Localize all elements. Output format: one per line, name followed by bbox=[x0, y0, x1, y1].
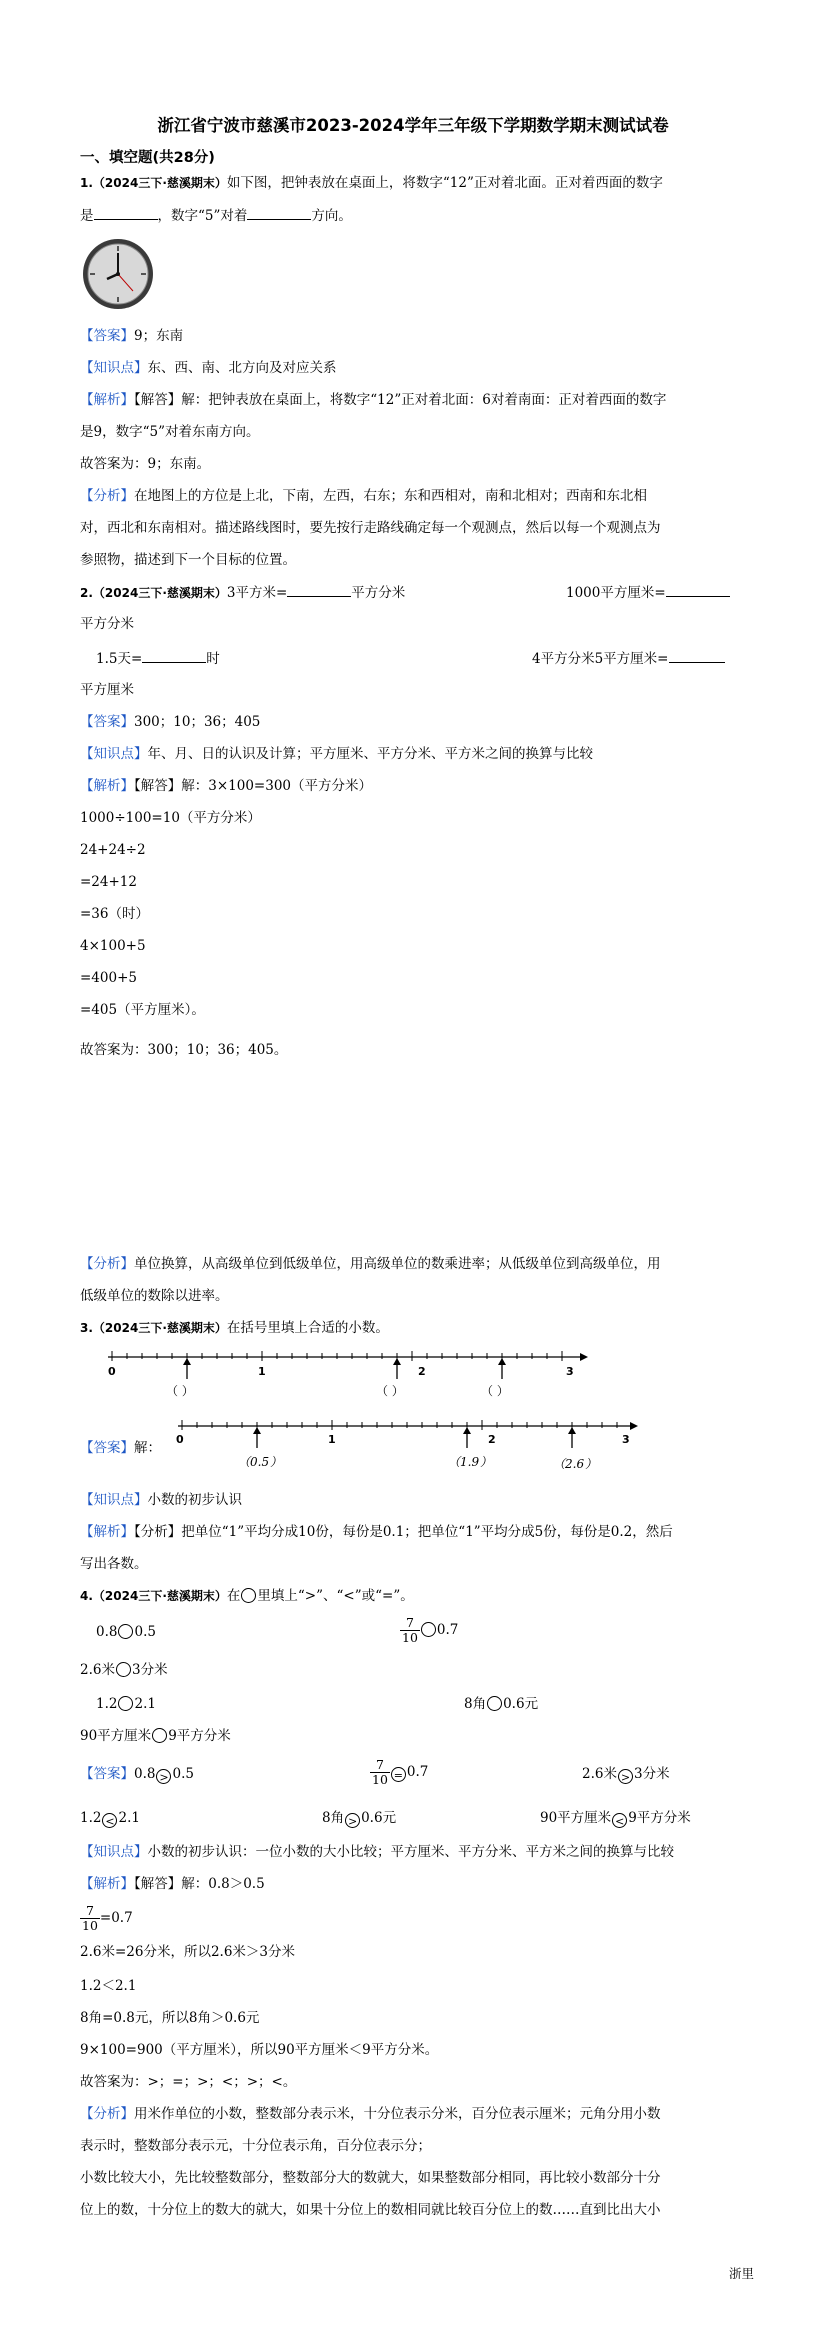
compare-circle[interactable] bbox=[152, 1728, 167, 1743]
q2-analysis: 【解析】【解答】解：3×100=300（平方分米） bbox=[80, 778, 372, 794]
compare-circle[interactable] bbox=[421, 1622, 436, 1637]
compare-circle[interactable] bbox=[241, 1588, 256, 1603]
text-line: 表示时，整数部分表示元，十分位表示角，百分位表示分； bbox=[80, 2138, 431, 2154]
compare-circle[interactable] bbox=[118, 1696, 133, 1711]
q2-knowledge: 【知识点】年、月、日的认识及计算；平方厘米、平方分米、平方米之间的换算与比较 bbox=[80, 746, 593, 762]
text-line: 位上的数，十分位上的数大的就大，如果十分位上的数相同就比较百分位上的数……直到比出大小 bbox=[80, 2202, 661, 2218]
q4-item-5: 8角 0.6元 bbox=[464, 1696, 539, 1712]
q4-step-2: $\frac{7}{10}$ =0.7 bbox=[82, 1903, 133, 1933]
q3-answer: 【答案】解： bbox=[80, 1440, 161, 1456]
answer-paren: （ ） bbox=[376, 1384, 404, 1398]
text-line: 1000÷100=10（平方分米） bbox=[80, 810, 261, 826]
tick-label: 2 bbox=[418, 1365, 426, 1378]
q2-line1: 2.（2024三下·慈溪期末）3平方米= 平方分米 bbox=[80, 582, 405, 603]
tick-label: 0 bbox=[108, 1365, 116, 1378]
q4-item-6: 90平方厘米 9平方分米 bbox=[80, 1728, 231, 1744]
svg-text:）: ） bbox=[270, 1455, 283, 1469]
tick-label: 3 bbox=[566, 1365, 574, 1378]
q4-answer-6: 90平方厘米 < 9平方分米 bbox=[540, 1810, 691, 1828]
tick-label: 2 bbox=[488, 1433, 496, 1446]
q3-line1: 3.（2024三下·慈溪期末）在括号里填上合适的小数。 bbox=[80, 1320, 389, 1336]
svg-text:（: （ bbox=[553, 1457, 566, 1471]
answer-sign: = bbox=[391, 1767, 406, 1782]
number-line-question bbox=[80, 1345, 600, 1407]
fraction: $\frac{7}{10}$ bbox=[402, 1615, 418, 1645]
compare-circle[interactable] bbox=[487, 1696, 502, 1711]
q4-answer-4: 1.2 < 2.1 bbox=[80, 1810, 140, 1828]
answer-value: 1.9 bbox=[460, 1455, 480, 1469]
q4-knowledge: 【知识点】小数的初步认识：一位小数的大小比较；平方厘米、平方分米、平方米之间的换算与比较 bbox=[80, 1844, 674, 1860]
q1-line2: 是 ，数字“5”对着 方向。 bbox=[80, 205, 352, 226]
q4-item-2: $\frac{7}{10}$ 0.7 bbox=[402, 1615, 459, 1645]
tick-label: 0 bbox=[176, 1433, 184, 1446]
answer-sign: < bbox=[102, 1813, 117, 1828]
text-line: 是9，数字“5”对着东南方向。 bbox=[80, 424, 260, 440]
text-line: 写出各数。 bbox=[80, 1556, 148, 1572]
q4-fenxi: 【分析】用米作单位的小数，整数部分表示米，十分位表示分米，百分位表示厘米；元角分用小数 bbox=[80, 2106, 661, 2122]
tick-label: 1 bbox=[328, 1433, 336, 1446]
q4-answer-3: 2.6米 > 3分米 bbox=[582, 1766, 670, 1784]
fraction: $\frac{7}{10}$ bbox=[372, 1757, 388, 1787]
section-heading: 一、填空题(共28分) bbox=[80, 150, 215, 166]
answer-blank[interactable] bbox=[669, 648, 725, 663]
q4-answer: 【答案】0.8 > 0.5 bbox=[80, 1766, 194, 1784]
answer-sign: > bbox=[618, 1769, 633, 1784]
answer-blank[interactable] bbox=[287, 582, 351, 597]
text-line: =400+5 bbox=[80, 970, 137, 986]
q4-item-4: 1.2 2.1 bbox=[96, 1696, 156, 1712]
answer-value: 0.5 bbox=[250, 1455, 270, 1469]
answer-sign: > bbox=[156, 1769, 171, 1784]
q4-item-1: 0.8 0.5 bbox=[96, 1624, 156, 1640]
answer-sign: < bbox=[612, 1813, 627, 1828]
svg-text:）: ） bbox=[585, 1457, 598, 1471]
answer-value: 2.6 bbox=[565, 1457, 585, 1471]
svg-text:（: （ bbox=[448, 1455, 461, 1469]
text-line: 8角=0.8元，所以8角＞0.6元 bbox=[80, 2010, 260, 2026]
text-line: =24+12 bbox=[80, 874, 137, 890]
q1-fenxi: 【分析】在地图上的方位是上北，下南，左西，右东；东和西相对，南和北相对；西南和东北相 bbox=[80, 488, 647, 504]
text-line: 对，西北和东南相对。描述路线图时，要先按行走路线确定每一个观测点，然后以每一个观测点为 bbox=[80, 520, 661, 536]
text-line: 24+24÷2 bbox=[80, 842, 146, 858]
q3-analysis: 【解析】【分析】把单位“1”平均分成10份，每份是0.1；把单位“1”平均分成5份，每份是0.2，然后 bbox=[80, 1524, 673, 1540]
text-line: 故答案为：300；10；36；405。 bbox=[80, 1042, 288, 1058]
answer-blank[interactable] bbox=[142, 648, 206, 663]
q1-line1: 1.（2024三下·慈溪期末）如下图，把钟表放在桌面上，将数字“12”正对着北面。正对着西面的数字 bbox=[80, 175, 663, 191]
compare-circle[interactable] bbox=[118, 1624, 133, 1639]
q2-fenxi: 【分析】单位换算，从高级单位到低级单位，用高级单位的数乘进率；从低级单位到高级单位，用 bbox=[80, 1256, 661, 1272]
q4-item-3: 2.6米 3分米 bbox=[80, 1662, 168, 1678]
compare-circle[interactable] bbox=[116, 1662, 131, 1677]
answer-blank[interactable] bbox=[247, 205, 311, 220]
q1-answer: 【答案】9；东南 bbox=[80, 328, 184, 344]
answer-blank[interactable] bbox=[666, 582, 730, 597]
number-line-answer bbox=[170, 1416, 650, 1478]
text-line: 故答案为：>；=；>；<；>；<。 bbox=[80, 2074, 297, 2090]
footer-text: 浙里 bbox=[728, 2266, 754, 2281]
q2-item-d: 4平方分米5平方厘米= bbox=[532, 648, 725, 669]
text-line: 低级单位的数除以进率。 bbox=[80, 1288, 229, 1304]
answer-paren: （ ） bbox=[166, 1384, 194, 1398]
text-line: 1.2＜2.1 bbox=[80, 1978, 137, 1994]
text-line: 参照物，描述到下一个目标的位置。 bbox=[80, 552, 296, 568]
q2-item-c: 1.5天= 时 bbox=[96, 648, 220, 669]
text-line: 4×100+5 bbox=[80, 938, 146, 954]
answer-sign: > bbox=[345, 1813, 360, 1828]
q4-line1: 4.（2024三下·慈溪期末）在 里填上“>”、“<”或“=”。 bbox=[80, 1588, 414, 1604]
answer-paren: （ ） bbox=[481, 1384, 509, 1398]
text-line: =36（时） bbox=[80, 906, 149, 922]
answer-blank[interactable] bbox=[94, 205, 158, 220]
text-line: 故答案为：9；东南。 bbox=[80, 456, 211, 472]
q1-analysis: 【解析】【解答】解：把钟表放在桌面上，将数字“12”正对着北面：6对着南面：正对着西面的数字 bbox=[80, 392, 667, 408]
q1-knowledge: 【知识点】东、西、南、北方向及对应关系 bbox=[80, 360, 337, 376]
page-title: 浙江省宁波市慈溪市2023-2024学年三年级下学期数学期末测试试卷 bbox=[157, 116, 669, 135]
text-line: 小数比较大小，先比较整数部分，整数部分大的数就大，如果整数部分相同，再比较小数部分十分 bbox=[80, 2170, 661, 2186]
text-line: =405（平方厘米）。 bbox=[80, 1002, 205, 1018]
fraction: $\frac{7}{10}$ bbox=[82, 1903, 98, 1933]
clock-image bbox=[80, 236, 156, 312]
q4-answer-2: $\frac{7}{10}$ = 0.7 bbox=[372, 1757, 429, 1787]
text-line: 2.6米=26分米，所以2.6米＞3分米 bbox=[80, 1944, 296, 1960]
q2-answer: 【答案】300；10；36；405 bbox=[80, 714, 261, 730]
text-line: 平方厘米 bbox=[80, 682, 134, 698]
tick-label: 3 bbox=[622, 1433, 630, 1446]
q4-analysis: 【解析】【解答】解：0.8＞0.5 bbox=[80, 1876, 265, 1892]
q3-knowledge: 【知识点】小数的初步认识 bbox=[80, 1492, 242, 1508]
tick-label: 1 bbox=[258, 1365, 266, 1378]
svg-text:）: ） bbox=[480, 1455, 493, 1469]
text-line: 9×100=900（平方厘米），所以90平方厘米＜9平方分米。 bbox=[80, 2042, 439, 2058]
q2-item-b: 1000平方厘米= bbox=[566, 582, 730, 603]
svg-text:（: （ bbox=[238, 1455, 251, 1469]
text-line: 平方分米 bbox=[80, 616, 134, 632]
q4-answer-5: 8角 > 0.6元 bbox=[322, 1810, 397, 1828]
